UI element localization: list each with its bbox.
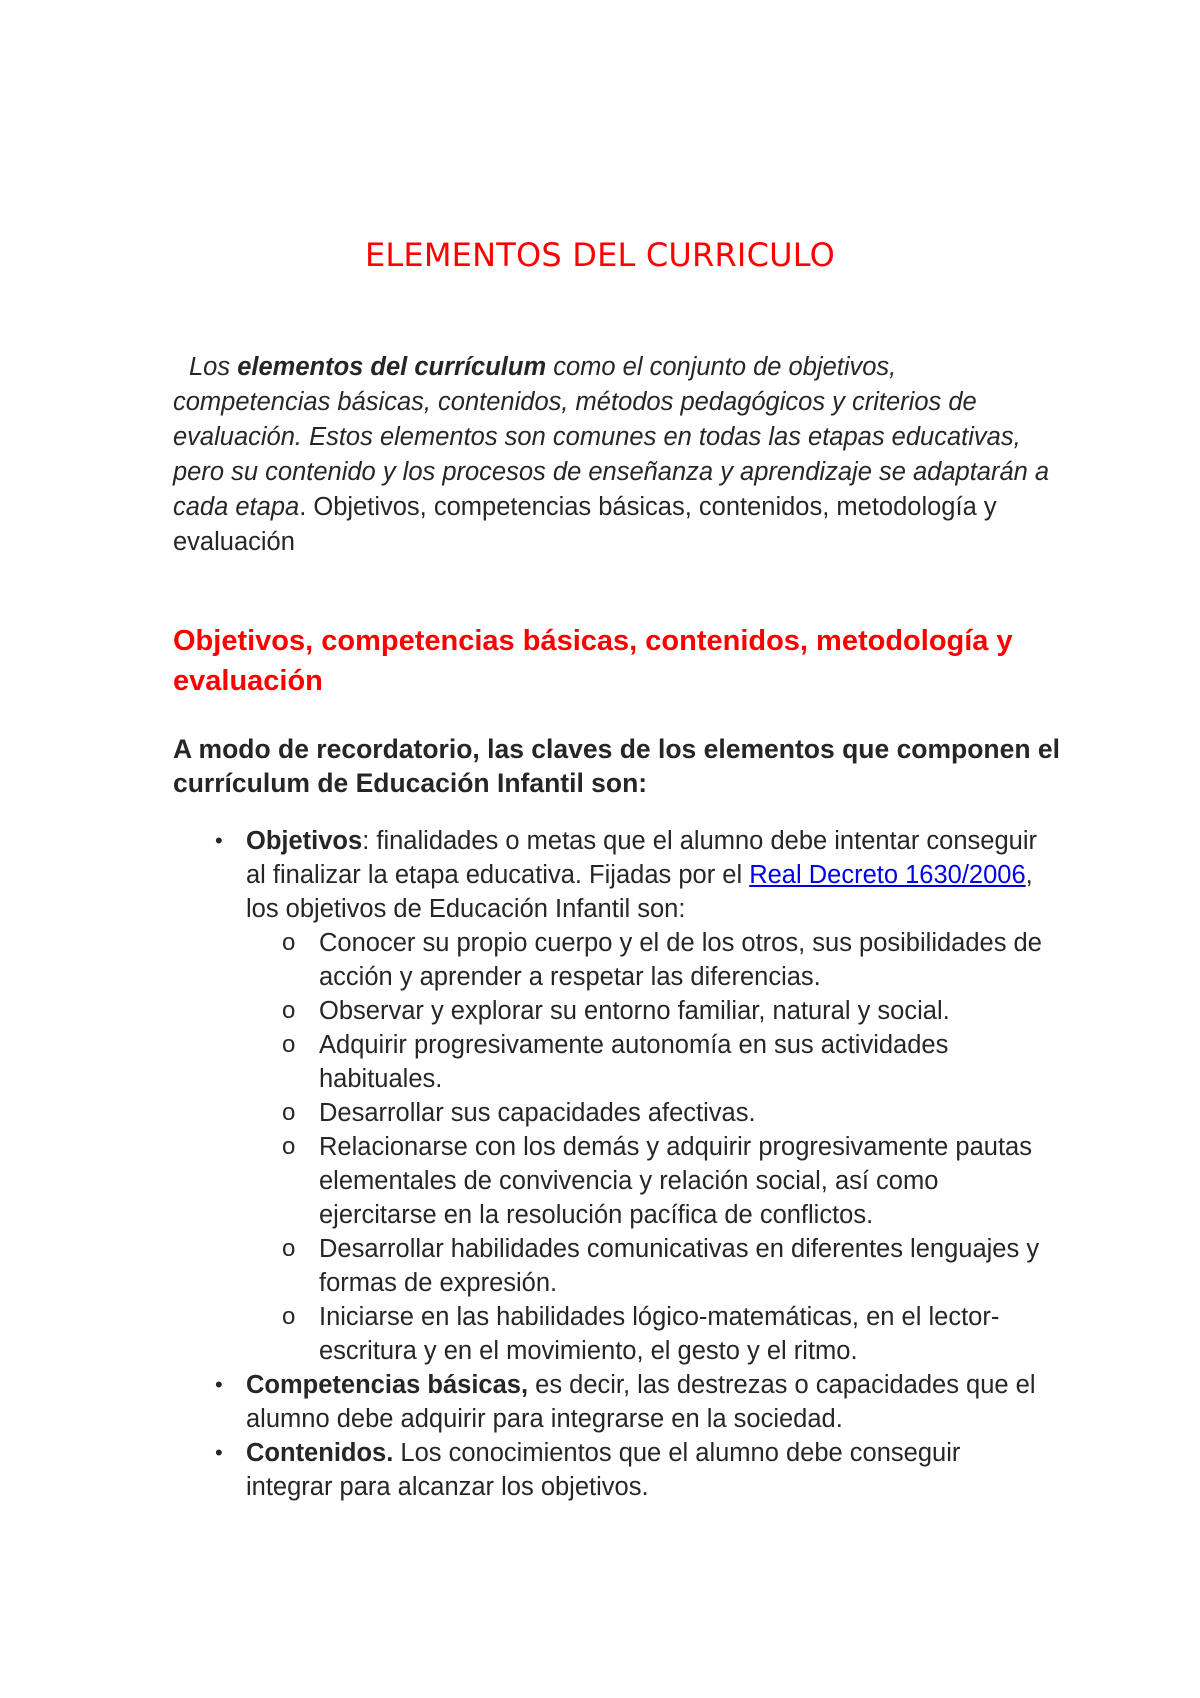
item-text: es decir, las destrezas o capacidades que el alumno debe adquirir para integrarse en la sociedad. — [246, 1371, 1036, 1433]
sub-item-text: Adquirir progresivamente autonomía en sus actividades habituales. — [319, 1031, 949, 1093]
elements-list — [173, 824, 1053, 1504]
sub-item-text: Observar y explorar su entorno familiar, natural y social. — [319, 997, 950, 1025]
item-text: : finalidades o metas que el alumno debe intentar conseguir al finalizar la etapa educativa. Fijadas por el — [246, 827, 1037, 889]
circle-bullet-icon: o — [282, 1133, 296, 1160]
sub-item-text: Conocer su propio cuerpo y el de los otros, sus posibilidades de acción y aprender a respetar las diferencias. — [319, 929, 1042, 991]
intro-text-2: como el conjunto de objetivos, competencias básicas, contenidos, métodos pedagógicos y criterios de evaluación. Estos elementos son comunes en todas las etapas educativas, pero su contenido y los procesos de enseñanza y aprendizaje se adaptarán a cada etapa — [173, 353, 1050, 521]
document-title: ELEMENTOS DEL CURRICULO — [364, 236, 836, 274]
sub-item-text: Desarrollar habilidades comunicativas en diferentes lenguajes y formas de expresión. — [319, 1235, 1040, 1297]
item-label: Objetivos — [246, 827, 363, 855]
bullet-icon: • — [215, 828, 223, 853]
real-decreto-link[interactable]: Real Decreto 1630/2006 — [749, 861, 1026, 889]
list-item-objetivos — [173, 824, 1053, 1368]
lead-paragraph: A modo de recordatorio, las claves de los elementos que componen el currículum de Educación Infantil son: — [173, 734, 1061, 798]
sub-item-text: Relacionarse con los demás y adquirir progresivamente pautas elementales de convivencia y relación social, así como ejercitarse en la resolución pacífica de conflictos. — [319, 1133, 1032, 1229]
sub-list-item — [246, 1096, 1053, 1130]
list-item-competencias — [173, 1368, 1053, 1436]
item-text: Los conocimientos que el alumno debe conseguir integrar para alcanzar los objetivos. — [246, 1439, 961, 1501]
sub-list-item — [246, 1028, 1053, 1096]
bullet-icon: • — [215, 1440, 223, 1465]
sub-item-text: Desarrollar sus capacidades afectivas. — [319, 1099, 756, 1127]
circle-bullet-icon: o — [282, 1031, 296, 1058]
intro-paragraph — [173, 350, 1053, 560]
circle-bullet-icon: o — [282, 1235, 296, 1262]
item-label: Competencias básicas, — [246, 1371, 529, 1399]
item-text-after-link: , los objetivos de Educación Infantil son: — [246, 861, 1033, 923]
sub-list-item — [246, 1130, 1053, 1232]
item-label: Contenidos. — [246, 1439, 394, 1467]
intro-text-1: Los — [189, 353, 238, 381]
sub-list-item — [246, 926, 1053, 994]
list-item-contenidos — [173, 1436, 1053, 1504]
circle-bullet-icon: o — [282, 1303, 296, 1330]
circle-bullet-icon: o — [282, 997, 296, 1024]
circle-bullet-icon: o — [282, 929, 296, 956]
sub-item-text: Iniciarse en las habilidades lógico-matemáticas, en el lector-escritura y en el movimiento, el gesto y el ritmo. — [319, 1303, 1000, 1365]
sub-list-item — [246, 1300, 1053, 1368]
circle-bullet-icon: o — [282, 1099, 296, 1126]
section-heading: Objetivos, competencias básicas, contenidos, metodología y evaluación — [173, 625, 1013, 697]
bullet-icon: • — [215, 1372, 223, 1397]
intro-text-bold: elementos del currículum — [237, 353, 547, 381]
sub-list-item — [246, 1232, 1053, 1300]
sub-list-item — [246, 994, 1053, 1028]
intro-text-3: . Objetivos, competencias básicas, contenidos, metodología y evaluación — [173, 493, 997, 556]
objetivos-sublist — [246, 926, 1053, 1368]
